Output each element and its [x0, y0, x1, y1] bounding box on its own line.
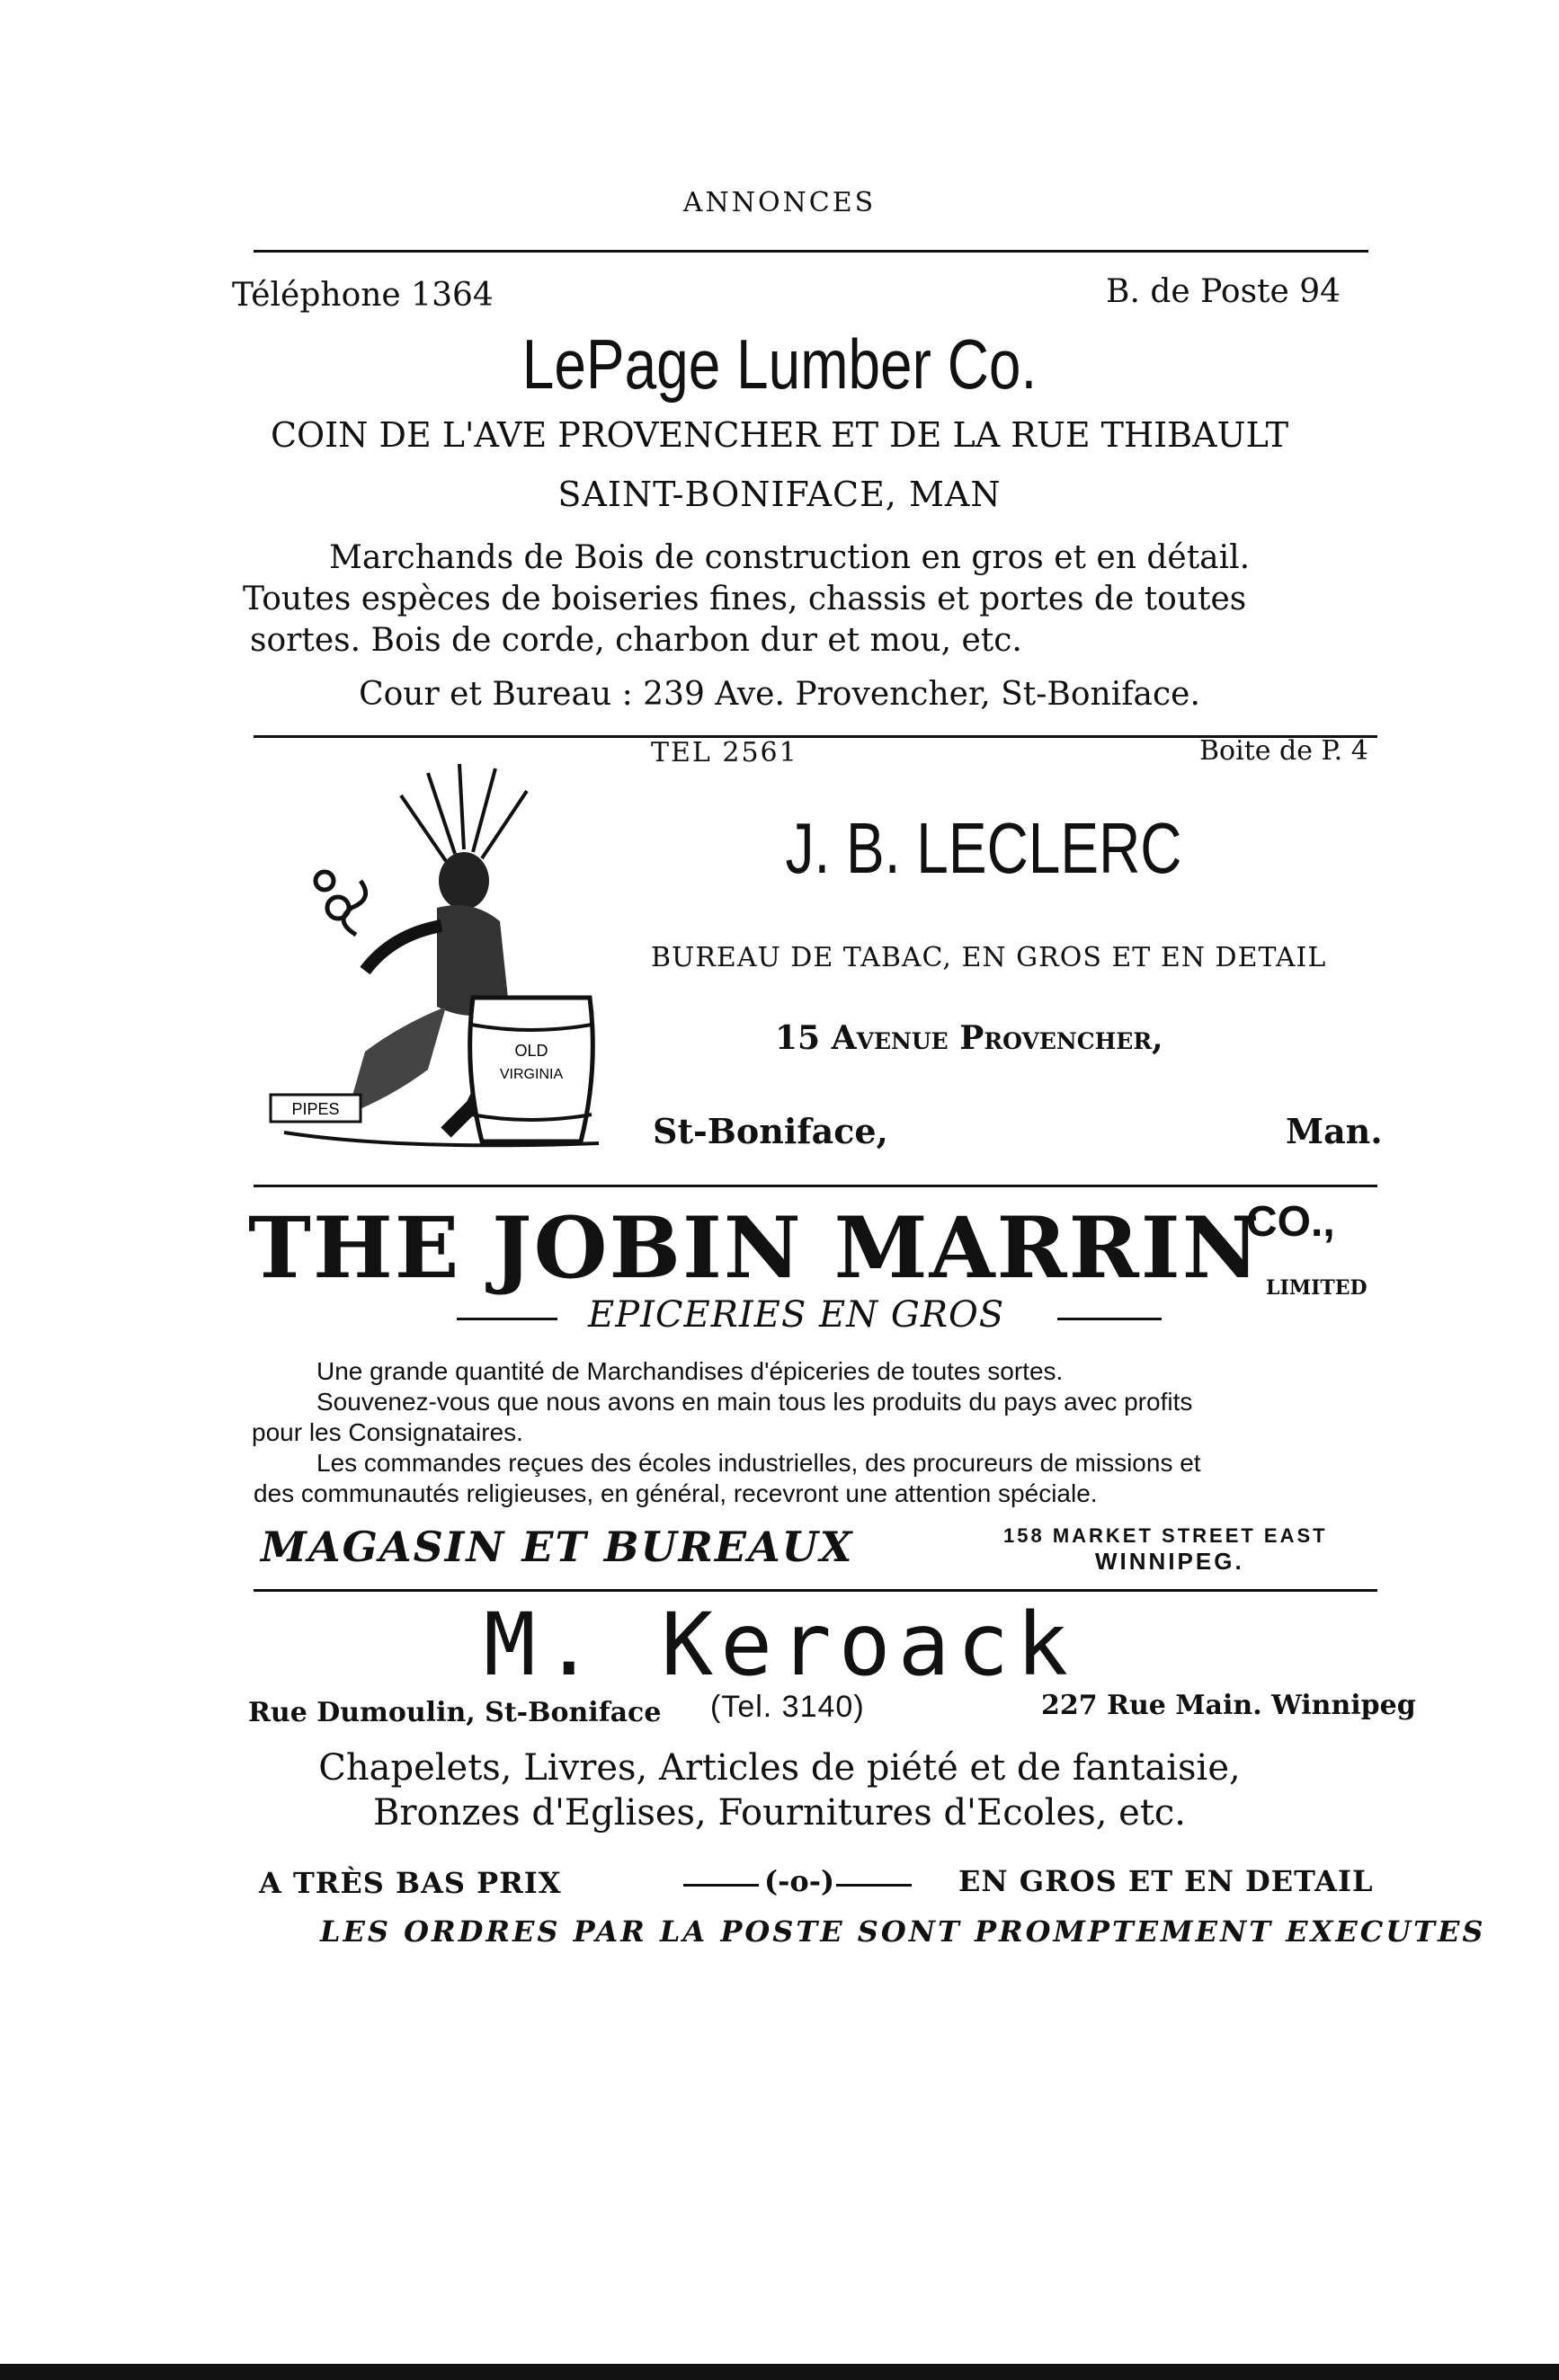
description-line-3: sortes. Bois de corde, charbon dur et mou, etc.	[250, 622, 1022, 659]
decorative-line	[457, 1318, 557, 1320]
office-address: Cour et Bureau : 239 Ave. Provencher, St-Boniface.	[359, 676, 1200, 713]
barrel-label: OLD	[514, 1042, 548, 1060]
body-line-2: Souvenez-vous que nous avons en main tous les produits du pays avec profits	[316, 1388, 1193, 1416]
telephone-text: TEL 2561	[651, 737, 798, 768]
city-text: WINNIPEG.	[1095, 1548, 1244, 1575]
subtitle: EPICERIES EN GROS	[588, 1294, 1005, 1336]
wholesale-retail-text: EN GROS ET EN DETAIL	[958, 1864, 1374, 1898]
company-name: LePage Lumber Co.	[521, 324, 1038, 404]
limited-text: LIMITED	[1266, 1276, 1367, 1300]
description-line-1: Marchands de Bois de construction en gros et en détail.	[329, 539, 1251, 576]
smoke-icon	[316, 872, 366, 935]
post-box-text: Boite de P. 4	[1199, 735, 1368, 767]
body-line-1: Une grande quantité de Marchandises d'épiceries de toutes sortes.	[316, 1357, 1064, 1385]
province-text: Man.	[1286, 1111, 1383, 1151]
body-line-3: pour les Consignataires.	[252, 1418, 523, 1446]
page-header: ANNONCES	[682, 187, 877, 218]
post-box-text: B. de Poste 94	[1106, 273, 1341, 310]
decorative-line	[1057, 1318, 1162, 1320]
tobacco-illustration	[266, 755, 608, 1159]
decorative-line	[683, 1884, 759, 1887]
decorative-line	[836, 1884, 912, 1887]
address-line-2: SAINT-BONIFACE, MAN	[557, 475, 1002, 514]
barrel-label: VIRGINIA	[499, 1067, 564, 1082]
low-price-text: A TRÈS BAS PRIX	[259, 1866, 562, 1900]
company-name: M. Keroack	[484, 1594, 1075, 1695]
divider	[254, 1589, 1377, 1592]
telephone-text: (Tel. 3140)	[710, 1690, 865, 1724]
barrel-icon	[470, 998, 593, 1141]
business-description: BUREAU DE TABAC, EN GROS ET EN DETAIL	[651, 942, 1327, 973]
street-address: 158 MARKET STREET EAST	[1003, 1524, 1328, 1547]
feather-headdress-icon	[401, 764, 527, 861]
address-left: Rue Dumoulin, St-Boniface	[248, 1697, 662, 1728]
body-line-5: des communautés religieuses, en général, recevront une attention spéciale.	[254, 1479, 1098, 1507]
mail-order-text: LES ORDRES PAR LA POSTE SONT PROMPTEMENT EXECUTES	[320, 1914, 1486, 1949]
company-name: J. B. LECLERC	[785, 808, 1182, 888]
separator-ornament: (-o-)	[764, 1864, 835, 1898]
description-line-1: Chapelets, Livres, Articles de piété et de fantaisie,	[318, 1747, 1241, 1789]
pipes-sign: PIPES	[291, 1100, 340, 1118]
address-right: 227 Rue Main. Winnipeg	[1041, 1690, 1416, 1721]
description-line-2: Bronzes d'Eglises, Fournitures d'Ecoles, etc.	[372, 1792, 1187, 1834]
body-line-4: Les commandes reçues des écoles industrielles, des procureurs de missions et	[316, 1449, 1201, 1477]
street-address: 15 Avenue Provencher,	[775, 1019, 1163, 1057]
company-name: THE JOBIN MARRIN	[248, 1199, 1261, 1298]
divider	[254, 1185, 1377, 1187]
scan-edge	[0, 2364, 1559, 2380]
city-text: St-Boniface,	[653, 1111, 888, 1151]
company-suffix: CO.,	[1246, 1198, 1335, 1246]
address-line-1: COIN DE L'AVE PROVENCHER ET DE LA RUE THIBAULT	[270, 415, 1289, 455]
description-line-2: Toutes espèces de boiseries fines, chassis et portes de toutes	[243, 581, 1247, 617]
divider	[254, 250, 1368, 253]
magasin-heading: MAGASIN ET BUREAUX	[261, 1523, 854, 1571]
telephone-text: Téléphone 1364	[232, 277, 494, 314]
